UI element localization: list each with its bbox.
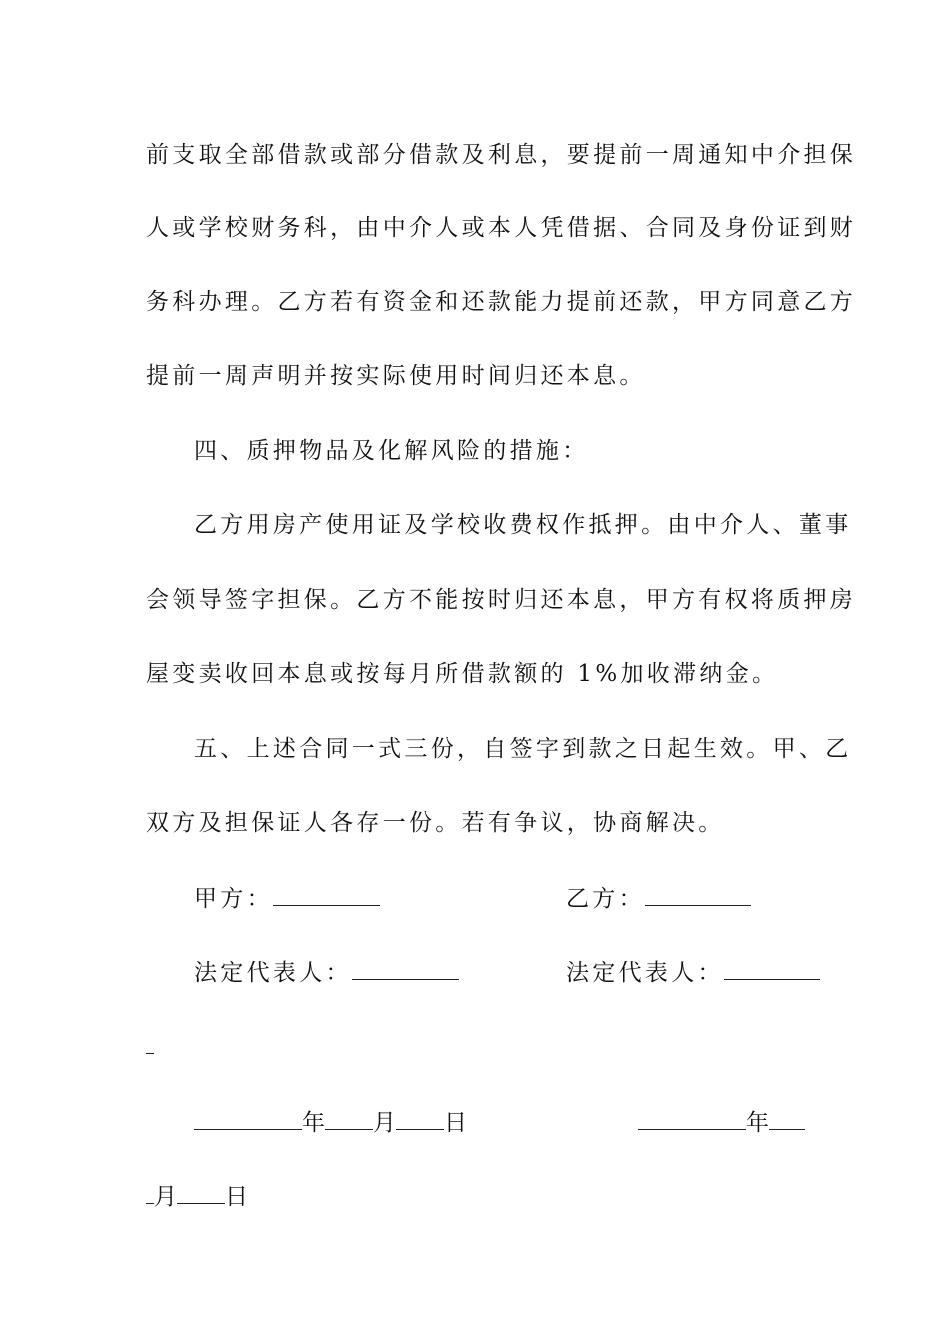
year-label: 年: [302, 1110, 325, 1136]
rep-a-label: 法定代表人：: [194, 960, 352, 986]
month-blank: [325, 1109, 373, 1130]
paragraph-line: 屋变卖收回本息或按每月所借款额的 1%加收滞纳金。: [146, 661, 779, 687]
paragraph-line: 会领导签字担保。乙方不能按时归还本息，甲方有权将质押房: [146, 587, 857, 613]
year-blank: [638, 1109, 746, 1130]
paragraph-line: 提前一周声明并按实际使用时间归还本息。: [146, 363, 646, 389]
signature-blank: [724, 959, 820, 980]
date-b-wrap: [146, 1182, 248, 1212]
party-a-label: 甲方：: [194, 886, 273, 912]
paragraph-line: 务科办理。乙方若有资金和还款能力提前还款，甲方同意乙方: [146, 289, 857, 315]
year-blank: [194, 1109, 302, 1130]
month-label: 月: [373, 1110, 396, 1136]
party-a-signature: [194, 884, 380, 914]
rep-b-label: 法定代表人：: [566, 960, 724, 986]
signature-blank: [645, 885, 751, 906]
month-blank: [769, 1109, 805, 1130]
date-a: [194, 1108, 467, 1138]
section-heading: 四、质押物品及化解风险的措施：: [194, 438, 589, 464]
paragraph-line: 前支取全部借款或部分借款及利息，要提前一周通知中介担保: [146, 142, 857, 168]
rep-b-signature-wrap: [146, 1032, 154, 1062]
signature-blank: [146, 1033, 154, 1054]
month-blank: [146, 1183, 154, 1204]
paragraph-line: 五、上述合同一式三份，自签字到款之日起生效。甲、乙: [194, 736, 852, 762]
rep-b-signature: [566, 958, 820, 988]
day-label: 日: [444, 1110, 467, 1136]
date-b: [638, 1108, 805, 1138]
year-label: 年: [746, 1110, 769, 1136]
signature-blank: [273, 885, 380, 906]
party-b-label: 乙方：: [566, 886, 645, 912]
day-label: 日: [225, 1184, 248, 1210]
paragraph-line: 双方及担保证人各存一份。若有争议，协商解决。: [146, 810, 725, 836]
paragraph-line: 乙方用房产使用证及学校收费权作抵押。由中介人、董事: [194, 512, 852, 538]
day-blank: [177, 1183, 225, 1204]
paragraph-line: 人或学校财务科，由中介人或本人凭借据、合同及身份证到财: [146, 215, 857, 241]
day-blank: [396, 1109, 444, 1130]
party-b-signature: [566, 884, 751, 914]
rep-a-signature: [194, 958, 459, 988]
month-label: 月: [154, 1184, 177, 1210]
signature-blank: [352, 959, 459, 980]
